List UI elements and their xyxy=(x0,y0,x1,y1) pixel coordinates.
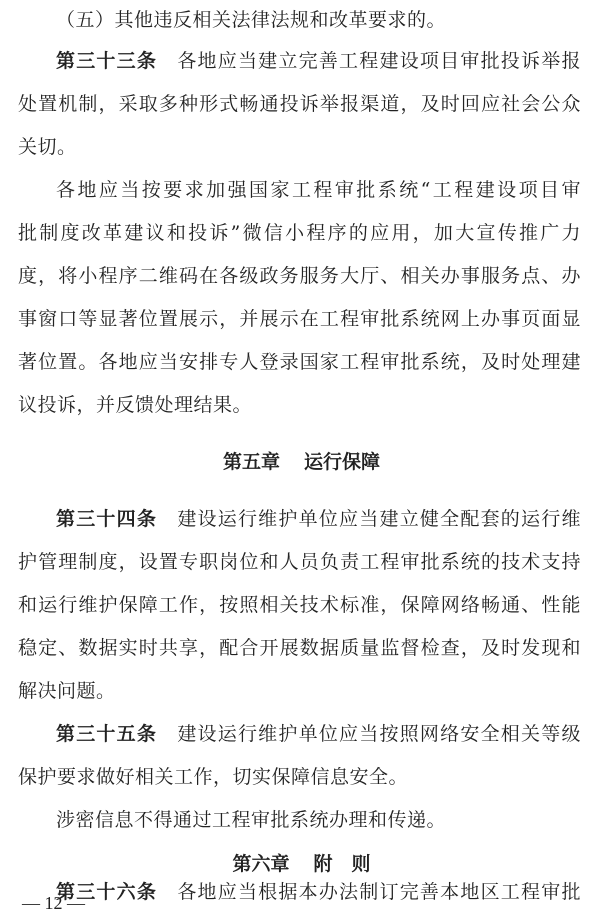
paragraph-miniprogram-line-4: 事窗口等显著位置展示，并展示在工程审批系统网上办事页面显 xyxy=(18,308,581,330)
article-35-line-2: 保护要求做好相关工作，切实保障信息安全。 xyxy=(18,766,409,788)
article-33-line-1: 第三十三条 各地应当建立完善工程建设项目审批投诉举报 xyxy=(56,50,581,72)
article-33-line-3: 关切。 xyxy=(18,136,77,158)
article-35-line-1: 第三十五条 建设运行维护单位应当按照网络安全相关等级 xyxy=(56,723,581,745)
secret-info-paragraph: 涉密信息不得通过工程审批系统办理和传递。 xyxy=(56,809,447,831)
article-33-line-2: 处置机制，采取多种形式畅通投诉举报渠道，及时回应社会公众 xyxy=(18,93,581,115)
article-34-line-3: 和运行维护保障工作，按照相关技术标准，保障网络畅通、性能 xyxy=(18,594,581,616)
article-34-line-1: 第三十四条 建设运行维护单位应当建立健全配套的运行维 xyxy=(56,508,581,530)
paragraph-miniprogram-line-5: 著位置。各地应当安排专人登录国家工程审批系统，及时处理建 xyxy=(18,351,581,373)
article-36-label: 第三十六条 xyxy=(56,881,158,903)
page-number: — 12 — xyxy=(22,893,85,913)
article-34-label: 第三十四条 xyxy=(56,508,158,530)
chapter-5-heading: 第五章 运行保障 xyxy=(222,451,381,473)
article-36-line-1: 第三十六条 各地应当根据本办法制订完善本地区工程审批 xyxy=(56,881,581,903)
article-34-line-2: 护管理制度，设置专职岗位和人员负责工程审批系统的技术支持 xyxy=(18,551,581,573)
paragraph-miniprogram-line-6: 议投诉，并反馈处理结果。 xyxy=(18,394,253,416)
paragraph-miniprogram-line-3: 度，将小程序二维码在各级政务服务大厅、相关办事服务点、办 xyxy=(18,265,581,287)
article-34-line-5: 解决问题。 xyxy=(18,680,116,702)
paragraph-miniprogram-line-2: 批制度改革建议和投诉”微信小程序的应用，加大宣传推广力 xyxy=(18,222,581,244)
article-33-label: 第三十三条 xyxy=(56,50,158,72)
clause-item-5: （五）其他违反相关法律法规和改革要求的。 xyxy=(56,9,447,31)
article-34-line-4: 稳定、数据实时共享，配合开展数据质量监督检查，及时发现和 xyxy=(18,637,581,659)
article-35-label: 第三十五条 xyxy=(56,723,158,745)
paragraph-miniprogram-line-1: 各地应当按要求加强国家工程审批系统“工程建设项目审 xyxy=(56,179,581,201)
chapter-6-heading: 第六章 附 则 xyxy=(232,853,371,875)
